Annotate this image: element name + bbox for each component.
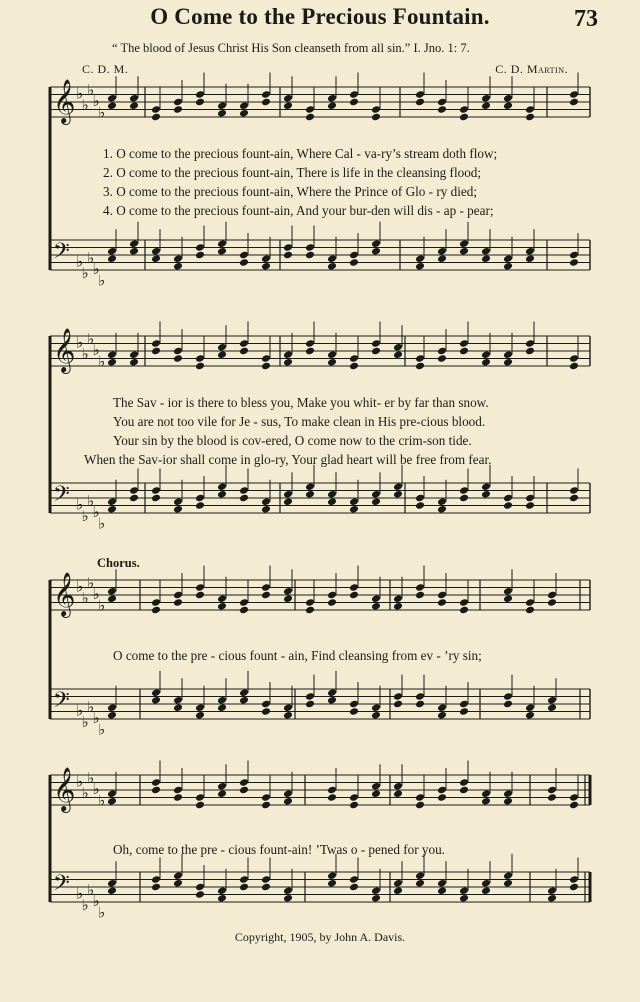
flat-sign: ♭ <box>81 263 89 282</box>
note-head <box>217 789 227 798</box>
note-head <box>173 703 183 712</box>
note-head <box>305 700 315 709</box>
flat-sign: ♭ <box>76 701 84 720</box>
note-head <box>459 707 469 716</box>
note-head <box>481 886 491 895</box>
note-head <box>569 98 579 107</box>
note-head <box>349 707 359 716</box>
note-head <box>437 793 447 802</box>
chorus-label: Chorus. <box>97 556 140 570</box>
bass-clef: 𝄢 <box>53 482 70 512</box>
note-head <box>217 602 227 611</box>
note-head <box>459 247 469 256</box>
note-head <box>261 98 271 107</box>
note-head <box>503 101 513 110</box>
flat-sign: ♭ <box>87 248 95 267</box>
note-head <box>327 696 337 705</box>
note-head <box>151 347 161 356</box>
note-head <box>371 711 381 720</box>
note-head <box>371 347 381 356</box>
treble-clef: 𝄞 <box>53 767 76 811</box>
note-head <box>349 258 359 267</box>
note-head <box>107 505 117 514</box>
note-head <box>393 886 403 895</box>
note-head <box>107 886 117 895</box>
note-head <box>459 347 469 356</box>
clefs-and-keys <box>53 79 105 921</box>
flat-sign: ♭ <box>81 783 89 802</box>
flat-sign: ♭ <box>87 80 95 99</box>
note-head <box>349 505 359 514</box>
note-head <box>569 801 579 810</box>
note-head <box>349 801 359 810</box>
note-head <box>371 113 381 122</box>
note-head <box>415 98 425 107</box>
note-head <box>151 494 161 503</box>
note-head <box>195 591 205 600</box>
meter-label: C. D. M. <box>82 62 129 76</box>
note-head <box>349 591 359 600</box>
note-head <box>261 591 271 600</box>
treble-clef: 𝄞 <box>53 79 76 123</box>
note-head <box>503 262 513 271</box>
verse-3-line-2: Your sin by the blood is cov-ered, O come now to the crim-son tide. <box>113 433 472 448</box>
note-head <box>195 711 205 720</box>
note-head <box>371 789 381 798</box>
note-head <box>459 494 469 503</box>
note-head <box>327 262 337 271</box>
note-head <box>547 894 557 903</box>
bass-clef: 𝄢 <box>53 239 70 269</box>
note-head <box>371 602 381 611</box>
note-head <box>305 347 315 356</box>
composer-credit: C. D. Martin. <box>495 62 568 76</box>
flat-sign: ♭ <box>81 506 89 525</box>
note-head <box>459 113 469 122</box>
note-head <box>459 786 469 795</box>
note-head <box>151 113 161 122</box>
verse-4-line-2: When the Sav-ior shall come in glo-ry, Your glad heart will be free from fear. <box>84 452 492 467</box>
flat-sign: ♭ <box>81 95 89 114</box>
flat-sign: ♭ <box>92 260 100 278</box>
note-head <box>415 262 425 271</box>
note-head <box>525 606 535 615</box>
note-head <box>305 251 315 260</box>
chorus-line-2: Oh, come to the pre - cious fount-ain! ’Twas o - pened for you. <box>113 842 445 857</box>
note-head <box>305 113 315 122</box>
note-head <box>525 347 535 356</box>
note-head <box>173 354 183 363</box>
note-head <box>107 358 117 367</box>
flat-sign: ♭ <box>87 880 95 899</box>
note-head <box>151 254 161 263</box>
note-head <box>239 494 249 503</box>
note-head <box>173 879 183 888</box>
note-head <box>283 497 293 506</box>
note-head <box>349 98 359 107</box>
flat-sign: ♭ <box>76 252 84 271</box>
flat-sign: ♭ <box>92 709 100 727</box>
note-head <box>327 101 337 110</box>
note-head <box>261 707 271 716</box>
note-head <box>195 890 205 899</box>
note-head <box>217 703 227 712</box>
note-head <box>393 490 403 499</box>
note-head <box>393 350 403 359</box>
flat-sign: ♭ <box>98 271 106 290</box>
note-head <box>459 606 469 615</box>
flat-sign: ♭ <box>98 352 106 371</box>
note-head <box>107 254 117 263</box>
note-head <box>415 501 425 510</box>
note-head <box>415 700 425 709</box>
note-head <box>415 362 425 371</box>
note-head <box>569 494 579 503</box>
note-head <box>327 879 337 888</box>
note-head <box>195 98 205 107</box>
note-head <box>547 703 557 712</box>
note-head <box>437 711 447 720</box>
note-head <box>151 696 161 705</box>
note-head <box>195 801 205 810</box>
note-head <box>107 797 117 806</box>
note-head <box>283 101 293 110</box>
note-head <box>261 801 271 810</box>
flat-sign: ♭ <box>98 514 106 533</box>
note-head <box>503 879 513 888</box>
note-head <box>371 894 381 903</box>
flat-sign: ♭ <box>92 503 100 521</box>
note-head <box>129 358 139 367</box>
note-head <box>371 247 381 256</box>
note-head <box>393 602 403 611</box>
flat-sign: ♭ <box>81 895 89 914</box>
note-head <box>525 501 535 510</box>
flat-sign: ♭ <box>87 491 95 510</box>
flat-sign: ♭ <box>92 341 100 359</box>
note-head <box>327 497 337 506</box>
flat-sign: ♭ <box>98 103 106 122</box>
note-head <box>151 883 161 892</box>
note-head <box>415 879 425 888</box>
note-head <box>261 362 271 371</box>
note-head <box>107 101 117 110</box>
flat-sign: ♭ <box>98 596 106 615</box>
bass-clef: 𝄢 <box>53 871 70 901</box>
note-head <box>481 797 491 806</box>
note-head <box>459 894 469 903</box>
note-head <box>283 251 293 260</box>
flat-sign: ♭ <box>81 344 89 363</box>
note-head <box>239 883 249 892</box>
note-head <box>327 598 337 607</box>
note-head <box>371 497 381 506</box>
flat-sign: ♭ <box>76 577 84 596</box>
flat-sign: ♭ <box>92 585 100 603</box>
note-head <box>437 598 447 607</box>
note-head <box>503 797 513 806</box>
copyright-notice: Copyright, 1905, by John A. Davis. <box>234 930 406 944</box>
note-head <box>217 894 227 903</box>
note-head <box>261 883 271 892</box>
flat-sign: ♭ <box>87 697 95 716</box>
note-head <box>283 594 293 603</box>
note-head <box>107 711 117 720</box>
note-head <box>415 591 425 600</box>
note-head <box>195 501 205 510</box>
note-head <box>415 801 425 810</box>
note-head <box>481 101 491 110</box>
flat-sign: ♭ <box>76 772 84 791</box>
note-head <box>151 786 161 795</box>
flat-sign: ♭ <box>98 720 106 739</box>
verse-3-line-1: 3. O come to the precious fount-ain, Where the Prince of Glo - ry died; <box>103 184 478 199</box>
note-head <box>437 254 447 263</box>
note-head <box>173 598 183 607</box>
treble-clef: 𝄞 <box>53 572 76 616</box>
flat-sign: ♭ <box>76 333 84 352</box>
note-head <box>503 700 513 709</box>
note-head <box>393 700 403 709</box>
note-head <box>569 258 579 267</box>
note-head <box>547 598 557 607</box>
flat-sign: ♭ <box>87 329 95 348</box>
flat-sign: ♭ <box>92 892 100 910</box>
note-head <box>217 247 227 256</box>
note-head <box>349 362 359 371</box>
note-head <box>569 362 579 371</box>
note-head <box>261 505 271 514</box>
note-head <box>503 594 513 603</box>
note-head <box>173 105 183 114</box>
note-head <box>305 490 315 499</box>
note-head <box>525 254 535 263</box>
flat-sign: ♭ <box>87 573 95 592</box>
note-head <box>173 262 183 271</box>
verse-2-line-2: You are not too vile for Je - sus, To make clean in His pre-cious blood. <box>113 414 486 429</box>
note-head <box>239 786 249 795</box>
page-number: 73 <box>574 6 598 32</box>
flat-sign: ♭ <box>92 92 100 110</box>
note-head <box>525 113 535 122</box>
verse-2-line-1: 2. O come to the precious fount-ain, There is life in the cleansing flood; <box>103 165 482 180</box>
flat-sign: ♭ <box>92 780 100 798</box>
note-head <box>173 505 183 514</box>
note-head <box>481 358 491 367</box>
flat-sign: ♭ <box>76 884 84 903</box>
note-head <box>437 354 447 363</box>
note-head <box>327 793 337 802</box>
note-head <box>283 894 293 903</box>
chorus-line-1: O come to the pre - cious fount - ain, Find cleansing from ev - ’ry sin; <box>113 648 482 663</box>
note-head <box>173 793 183 802</box>
note-head <box>305 606 315 615</box>
note-head <box>503 501 513 510</box>
bass-clef: 𝄢 <box>53 688 70 718</box>
note-head <box>503 358 513 367</box>
note-head <box>195 251 205 260</box>
flat-sign: ♭ <box>81 588 89 607</box>
verse-1-line-1: 1. O come to the precious fount-ain, Where Cal - va-ry’s stream doth flow; <box>103 146 498 161</box>
hymn-title: O Come to the Precious Fountain. <box>150 4 490 29</box>
flat-sign: ♭ <box>81 712 89 731</box>
note-head <box>481 254 491 263</box>
note-head <box>239 347 249 356</box>
note-head <box>547 793 557 802</box>
note-head <box>437 105 447 114</box>
note-head <box>481 490 491 499</box>
note-head <box>437 886 447 895</box>
flat-sign: ♭ <box>76 495 84 514</box>
verse-4-line-1: 4. O come to the precious fount-ain, And your bur-den will dis - ap - pear; <box>103 203 494 218</box>
note-head <box>239 696 249 705</box>
note-head <box>129 101 139 110</box>
note-head <box>437 505 447 514</box>
note-head <box>151 606 161 615</box>
note-head <box>349 883 359 892</box>
note-head <box>393 789 403 798</box>
note-head <box>261 262 271 271</box>
scripture-epigraph: “ The blood of Jesus Christ His Son cleanseth from all sin.” I. Jno. 1: 7. <box>112 41 470 55</box>
note-head <box>283 797 293 806</box>
note-head <box>283 358 293 367</box>
note-head <box>217 490 227 499</box>
flat-sign: ♭ <box>98 791 106 810</box>
flat-sign: ♭ <box>87 768 95 787</box>
note-head <box>283 711 293 720</box>
note-head <box>239 109 249 118</box>
note-head <box>217 109 227 118</box>
flat-sign: ♭ <box>76 84 84 103</box>
note-head <box>195 362 205 371</box>
note-head <box>525 711 535 720</box>
note-head <box>217 350 227 359</box>
note-head <box>569 883 579 892</box>
note-head <box>239 258 249 267</box>
note-head <box>239 606 249 615</box>
treble-clef: 𝄞 <box>53 328 76 372</box>
note-head <box>129 247 139 256</box>
flat-sign: ♭ <box>98 903 106 922</box>
note-head <box>129 494 139 503</box>
note-head <box>327 358 337 367</box>
verse-1-line-2: The Sav - ior is there to bless you, Make you whit- er by far than snow. <box>113 395 489 410</box>
note-head <box>107 594 117 603</box>
